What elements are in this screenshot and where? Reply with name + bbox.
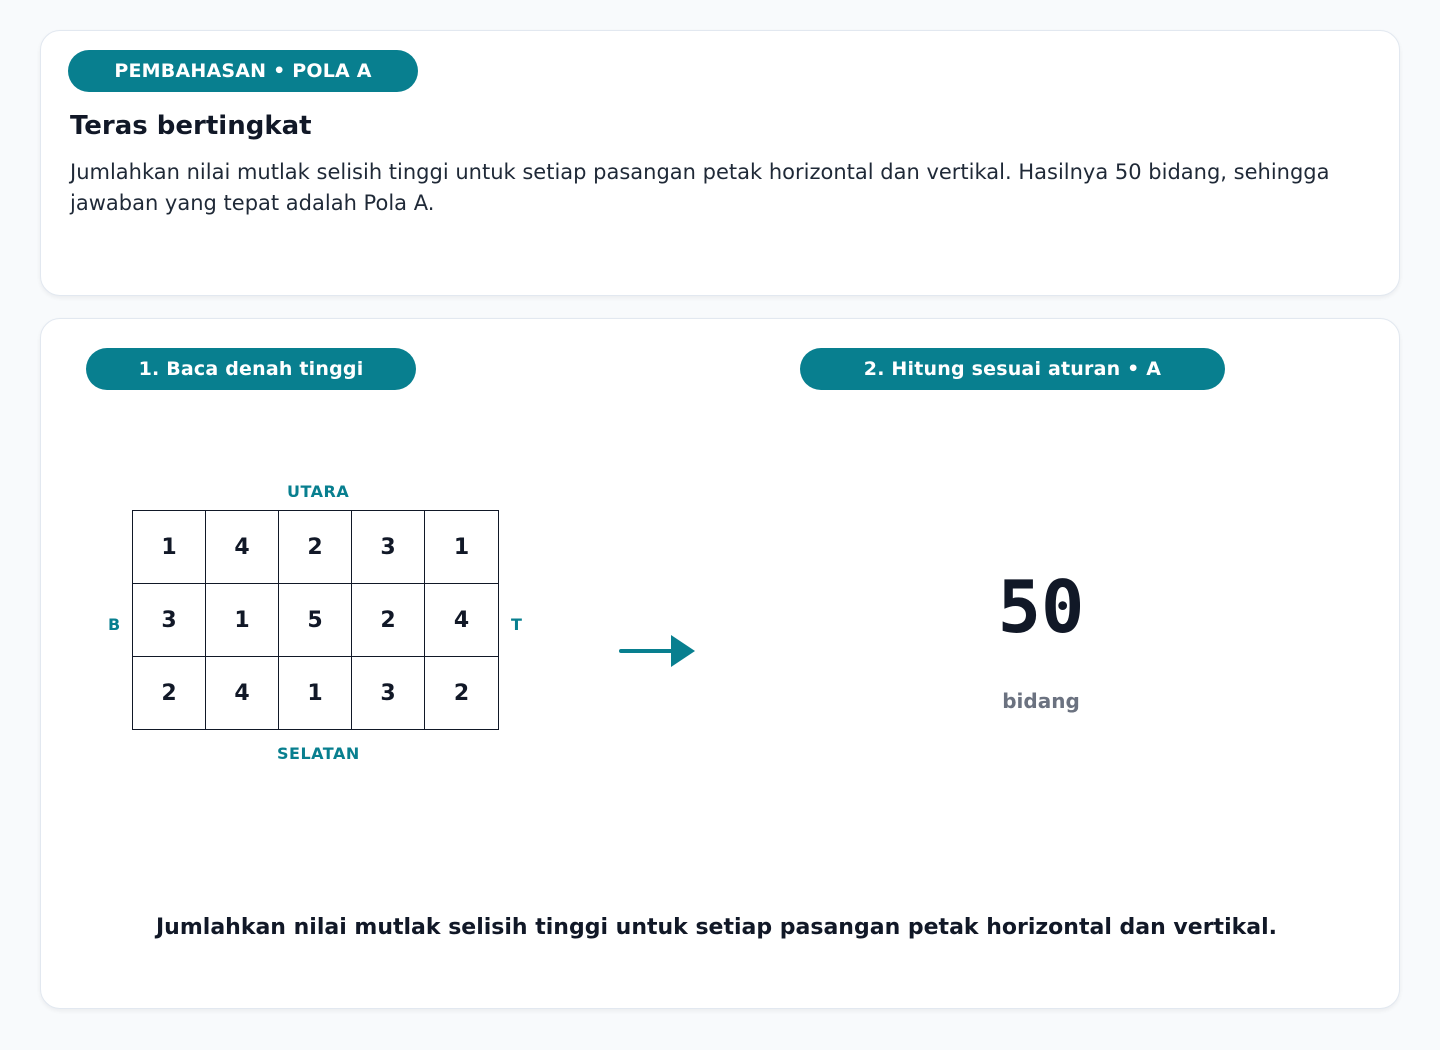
grid-cell: 3 — [352, 511, 425, 584]
compass-north-label: UTARA — [287, 482, 350, 501]
explanation-card — [40, 30, 1400, 296]
section-badge: PEMBAHASAN • POLA A — [68, 50, 418, 92]
grid-cell: 4 — [206, 511, 279, 584]
solution-card — [40, 318, 1400, 1009]
arrow-right-icon — [619, 633, 739, 673]
result-unit: bidang — [1002, 689, 1080, 713]
step-2-label: 2. Hitung sesuai aturan • A — [800, 348, 1225, 390]
compass-south-label: SELATAN — [277, 744, 360, 763]
grid-cell: 4 — [425, 584, 498, 657]
grid-cell: 3 — [133, 584, 206, 657]
grid-cell: 2 — [279, 511, 352, 584]
grid-cell: 5 — [279, 584, 352, 657]
grid-cell: 1 — [133, 511, 206, 584]
result-value: 50 — [997, 565, 1085, 649]
grid-cell: 1 — [425, 511, 498, 584]
rule-summary: Jumlahkan nilai mutlak selisih tinggi untuk setiap pasangan petak horizontal dan vertikal. — [156, 915, 1277, 940]
grid-cell: 1 — [279, 657, 352, 730]
grid-cell: 2 — [453, 681, 470, 706]
grid-cell: 2 — [133, 657, 206, 730]
grid-cell: 4 — [206, 657, 279, 730]
compass-west-label: B — [108, 615, 121, 634]
grid-cell: 3 — [352, 657, 425, 730]
compass-east-label: T — [511, 615, 523, 634]
page-title: Teras bertingkat — [70, 111, 312, 141]
explanation-text: Jumlahkan nilai mutlak selisih tinggi untuk setiap pasangan petak horizontal dan vertikal. Hasilnya 50 bidang, sehingga jawaban yang tepat adalah Pola A. — [70, 160, 1330, 215]
step-1-label: 1. Baca denah tinggi — [86, 348, 416, 390]
grid-cell: 1 — [206, 584, 279, 657]
grid-cell: 2 — [352, 584, 425, 657]
height-map-grid — [132, 510, 499, 730]
